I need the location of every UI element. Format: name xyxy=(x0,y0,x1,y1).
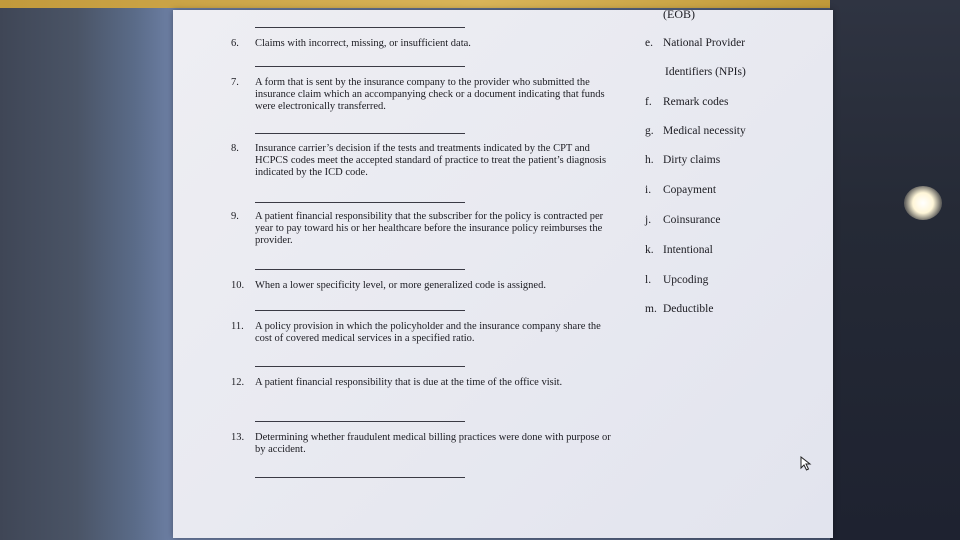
option-f xyxy=(645,96,728,108)
option-text: Intentional xyxy=(663,244,713,256)
answer-blank[interactable] xyxy=(255,366,465,367)
question-number: 7. xyxy=(231,77,239,88)
option-letter: k. xyxy=(645,244,654,256)
option-letter: e. xyxy=(645,37,653,49)
option-text: National Provider xyxy=(663,37,746,49)
eob-label: (EOB) xyxy=(663,7,695,21)
answer-blank[interactable] xyxy=(255,27,465,28)
mouse-cursor-icon xyxy=(800,456,814,472)
option-text: Copayment xyxy=(663,184,717,196)
answer-blank[interactable] xyxy=(255,202,465,203)
option-i xyxy=(645,184,716,196)
option-text: Upcoding xyxy=(663,274,709,286)
answer-blank[interactable] xyxy=(255,310,465,311)
question-number: 9. xyxy=(231,211,239,222)
option-letter: i. xyxy=(645,184,652,196)
option-letter: h. xyxy=(645,154,654,166)
option-text: Dirty claims xyxy=(663,154,721,166)
question-text: A policy provision in which the policyholder and the insurance company share the cost of covered medical services in a specified ratio. xyxy=(255,321,601,344)
question-number: 12. xyxy=(231,377,245,388)
background-right xyxy=(830,0,960,540)
option-l xyxy=(645,274,708,286)
option-letter: m. xyxy=(645,303,657,315)
question-number: 13. xyxy=(231,432,245,443)
question-text: Determining whether fraudulent medical billing practices were done with purpose or by accident. xyxy=(255,432,611,455)
question-text: When a lower specificity level, or more generalized code is assigned. xyxy=(255,280,546,291)
question-text: Insurance carrier’s decision if the tests and treatments indicated by the CPT and HCPCS codes meet the accepted standard of practice to treat the patient’s diagnosis indicated by the ICD code. xyxy=(255,143,607,178)
answer-blank[interactable] xyxy=(255,133,465,134)
option-letter: g. xyxy=(645,125,654,137)
question-text: A form that is sent by the insurance company to the provider who submitted the insurance claim which an accompanying check or a document indicating that funds were electronically transferred. xyxy=(255,77,605,112)
option-letter: j. xyxy=(645,214,652,226)
option-e-continued xyxy=(665,66,746,78)
background-top-strip xyxy=(0,0,960,8)
option-text: Deductible xyxy=(663,303,714,315)
option-j xyxy=(645,214,720,226)
question-text: A patient financial responsibility that the subscriber for the policy is contracted per year to pay toward his or her healthcare before the insurance policy reimburses the provider. xyxy=(255,211,604,246)
option-g xyxy=(645,125,746,137)
option-letter: l. xyxy=(645,274,652,286)
answer-blank[interactable] xyxy=(255,66,465,67)
answer-blank[interactable] xyxy=(255,269,465,270)
option-h xyxy=(645,154,720,166)
worksheet-paper xyxy=(173,7,833,538)
question-text: Claims with incorrect, missing, or insufficient data. xyxy=(255,38,471,49)
question-number: 6. xyxy=(231,38,239,49)
answer-blank[interactable] xyxy=(255,421,465,422)
answer-blank[interactable] xyxy=(255,477,465,478)
question-number: 11. xyxy=(231,321,244,332)
option-text: Medical necessity xyxy=(663,125,746,137)
option-text: Coinsurance xyxy=(663,214,721,226)
option-text: Identifiers (NPIs) xyxy=(665,66,746,78)
question-number: 8. xyxy=(231,143,239,154)
option-text: Remark codes xyxy=(663,96,729,108)
option-e xyxy=(645,37,745,49)
question-text: A patient financial responsibility that is due at the time of the office visit. xyxy=(255,377,563,388)
option-k xyxy=(645,244,713,256)
light-reflection xyxy=(904,186,942,220)
option-letter: f. xyxy=(645,96,652,108)
question-number: 10. xyxy=(231,280,245,291)
option-m xyxy=(645,303,713,315)
